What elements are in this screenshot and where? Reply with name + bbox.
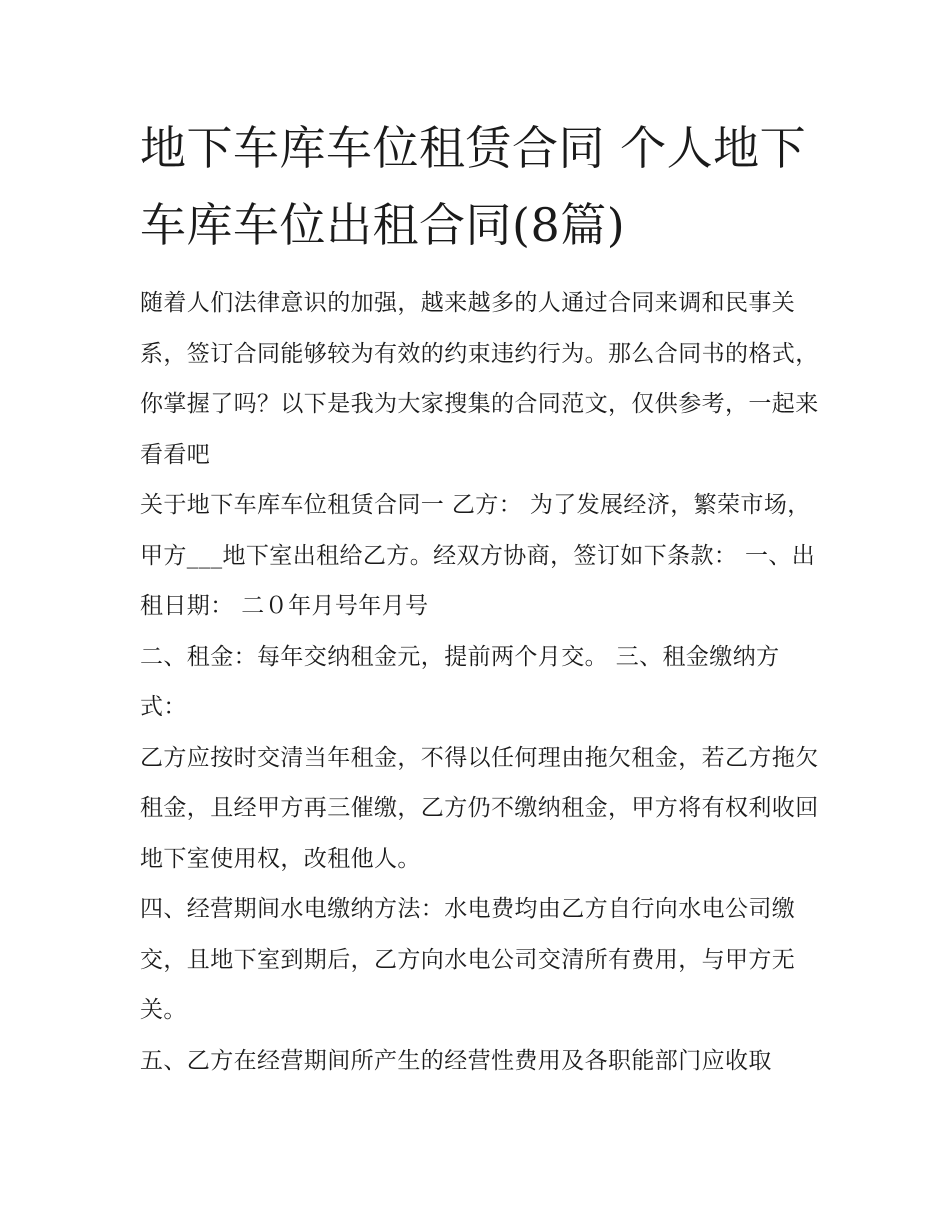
paragraph-utilities: 四、经营期间水电缴纳方法：水电费均由乙方自行向水电公司缴交，且地下室到期后，乙方向水电公司交清所有费用，与甲方无关。 — [140, 896, 796, 1023]
paragraph-contract-opening: 关于地下车库车位租赁合同一 乙方： 为了发展经济，繁荣市场，甲方___地下室出租给乙方。经双方协商，签订如下条款： 一、出租日期： 二０年月号年月号 — [140, 492, 816, 619]
paragraph-rent-payment: 乙方应按时交清当年租金，不得以任何理由拖欠租金，若乙方拖欠租金，且经甲方再三催缴，乙方仍不缴纳租金，甲方将有权利收回地下室使用权，改租他人。 — [140, 744, 819, 872]
document-title: 地下车库车位租赁合同 个人地下车库车位出租合同(8篇) — [140, 121, 807, 252]
paragraph-operating-fees: 五、乙方在经营期间所产生的经营性费用及各职能部门应收取 — [140, 1047, 772, 1074]
paragraph-rent: 二、租金：每年交纳租金元，提前两个月交。 三、租金缴纳方式： — [140, 643, 780, 720]
document-body — [140, 278, 820, 1086]
paragraph-intro: 随着人们法律意识的加强，越来越多的人通过合同来调和民事关系，签订合同能够较为有效的约束违约行为。那么合同书的格式，你掌握了吗？以下是我为大家搜集的合同范文，仅供参考，一起来看看吧 — [140, 290, 819, 468]
